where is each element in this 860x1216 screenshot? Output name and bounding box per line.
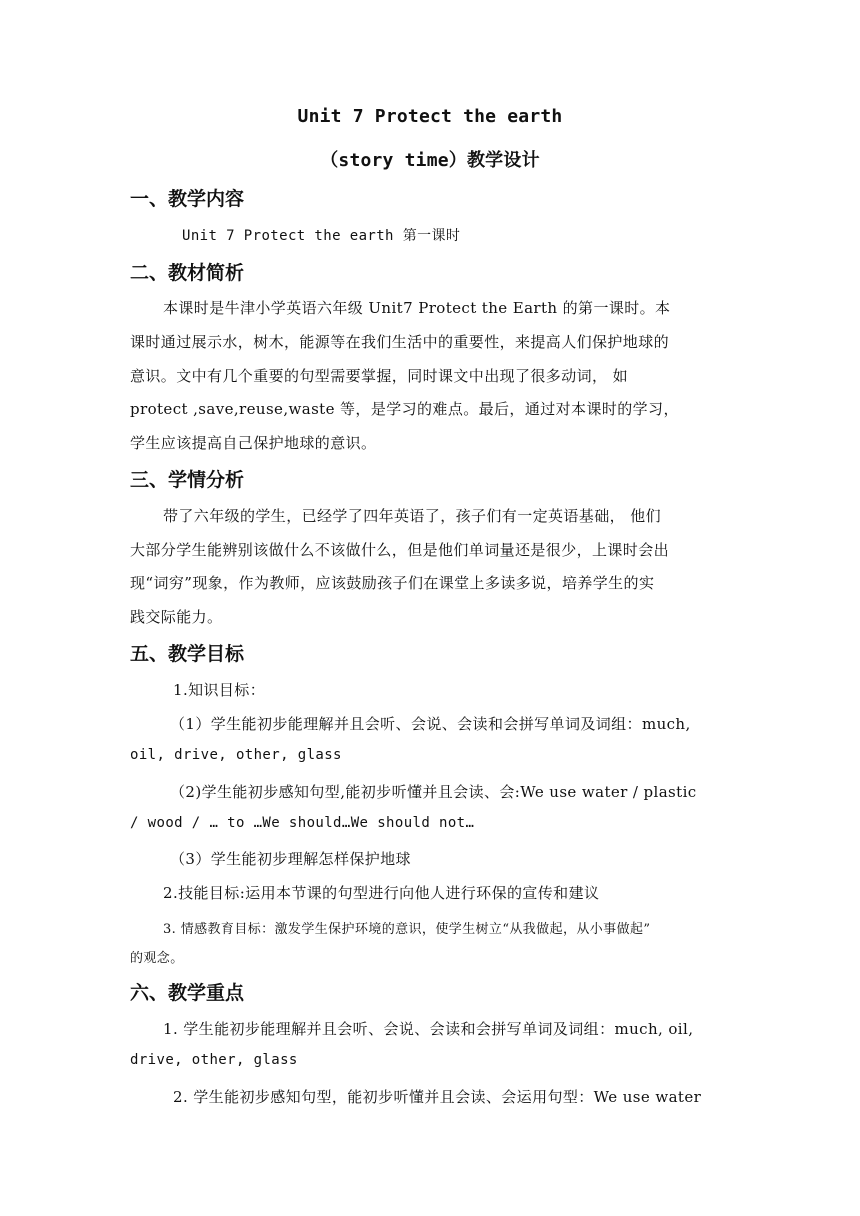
section-line: 的观念。 xyxy=(130,951,184,966)
section-line: 2. 学生能初步感知句型，能初步听懂并且会读、会运用句型：We use water xyxy=(173,1088,702,1106)
section-line: （3）学生能初步理解怎样保护地球 xyxy=(170,850,411,868)
section-line: 1.知识目标： xyxy=(173,681,266,699)
section-line: 学生应该提高自己保护地球的意识。 xyxy=(130,434,377,452)
section-line: protect ,save,reuse,waste 等，是学习的难点。最后，通过对本课时的学习， xyxy=(130,400,679,418)
section-line: 意识。文中有几个重要的句型需要掌握，同时课文中出现了很多动词， 如 xyxy=(130,367,628,385)
section-line: drive, other, glass xyxy=(130,1052,298,1068)
section-line: 带了六年级的学生，已经学了四年英语了，孩子们有一定英语基础， 他们 xyxy=(163,507,661,525)
section-line: 大部分学生能辨别该做什么不该做什么，但是他们单词量还是很少，上课时会出 xyxy=(130,541,670,559)
section-heading-student-analysis: 三、学情分析 xyxy=(130,469,245,491)
section-heading-teaching-focus: 六、教学重点 xyxy=(130,982,245,1004)
section-line: / wood / … to …We should…We should not… xyxy=(130,815,475,831)
section-heading-teaching-content: 一、教学内容 xyxy=(130,188,245,210)
section-line: 课时通过展示水，树木，能源等在我们生活中的重要性，来提高人们保护地球的 xyxy=(130,333,670,351)
section-line: Unit 7 Protect the earth 第一课时 xyxy=(182,228,461,244)
section-line: 本课时是牛津小学英语六年级 Unit7 Protect the Earth 的第一课时。本 xyxy=(163,299,671,317)
document-subtitle: （story time）教学设计 xyxy=(320,150,540,171)
section-line: （1）学生能初步能理解并且会听、会说、会读和会拼写单词及词组：much, xyxy=(170,715,691,733)
section-line: （2)学生能初步感知句型,能初步听懂并且会读、会:We use water / plastic xyxy=(170,783,697,801)
document-title: Unit 7 Protect the earth xyxy=(297,106,563,127)
section-line: 2.技能目标:运用本节课的句型进行向他人进行环保的宣传和建议 xyxy=(163,884,600,902)
section-line: 践交际能力。 xyxy=(130,608,223,626)
section-line: oil, drive, other, glass xyxy=(130,747,342,763)
section-heading-teaching-objectives: 五、教学目标 xyxy=(130,643,245,665)
section-line: 3. 情感教育目标：激发学生保护环境的意识，使学生树立“从我做起，从小事做起” xyxy=(163,922,651,937)
section-heading-textbook-analysis: 二、教材简析 xyxy=(130,262,245,284)
section-line: 1. 学生能初步能理解并且会听、会说、会读和会拼写单词及词组：much, oil, xyxy=(163,1020,694,1038)
section-line: 现“词穷”现象，作为教师，应该鼓励孩子们在课堂上多读多说，培养学生的实 xyxy=(130,574,655,592)
